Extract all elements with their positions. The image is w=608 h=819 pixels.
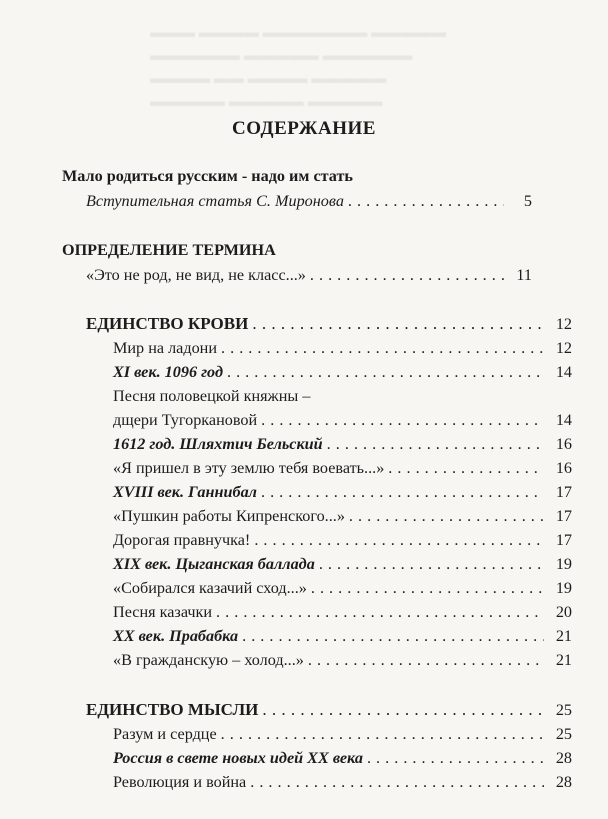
toc-entry: Мир на ладони . . . 12: [113, 338, 572, 358]
toc-entry: Россия в свете новых идей XX века . . . 28: [113, 748, 572, 768]
toc-entry-line: Песня половецкой княжны –: [113, 387, 311, 405]
toc-entry: дщери Тугоркановой . . . 14: [113, 410, 572, 430]
toc-entry: Дорогая правнучка! . . . 17: [113, 530, 572, 550]
toc-entry: XIX век. Цыганская баллада . . . 19: [113, 554, 572, 574]
page-title: СОДЕРЖАНИЕ: [232, 118, 376, 139]
toc-entry: «Пушкин работы Кипренского...» . . . 17: [113, 506, 572, 526]
toc-entry: Песня казачки . . . 20: [113, 602, 572, 622]
toc-entry: 1612 год. Шляхтич Бельский . . . 16: [113, 434, 572, 454]
bleed-through-text: ▬▬▬ ▬▬▬▬ ▬▬▬▬▬▬▬ ▬▬▬▬▬ ▬▬▬▬▬▬ ▬▬▬▬▬ ▬▬▬▬▬▬ ▬▬▬▬ ▬▬ ▬▬▬▬ ▬▬▬▬▬ ▬▬▬▬▬ ▬▬▬▬▬ ▬▬▬▬▬: [150, 25, 447, 110]
toc-entry-intro-title: Мало родиться русским - надо им стать: [62, 167, 353, 185]
toc-entry: XI век. 1096 год . . . 14: [113, 362, 572, 382]
toc-entry: Разум и сердце . . . 25: [113, 724, 572, 744]
toc-entry: «Собирался казачий сход...» . . . 19: [113, 578, 572, 598]
toc-entry: Вступительная статья С. Миронова . . . 5: [86, 191, 532, 211]
toc-entry: XX век. Прабабка . . . 21: [113, 626, 572, 646]
toc-entry: Революция и война . . . 28: [113, 772, 572, 792]
toc-entry: «Я пришел в эту землю тебя воевать...» . . . 16: [113, 458, 572, 478]
toc-section-thought: ЕДИНСТВО МЫСЛИ . . . 25: [86, 700, 572, 720]
toc-entry: «В гражданскую – холод...» . . . 21: [113, 650, 572, 670]
toc-section-blood: ЕДИНСТВО КРОВИ . . . 12: [86, 314, 572, 334]
toc-section-definition: ОПРЕДЕЛЕНИЕ ТЕРМИНА: [62, 241, 276, 259]
toc-entry: XVIII век. Ганнибал . . . 17: [113, 482, 572, 502]
toc-entry: «Это не род, не вид, не класс...» . . . 11: [86, 265, 532, 285]
